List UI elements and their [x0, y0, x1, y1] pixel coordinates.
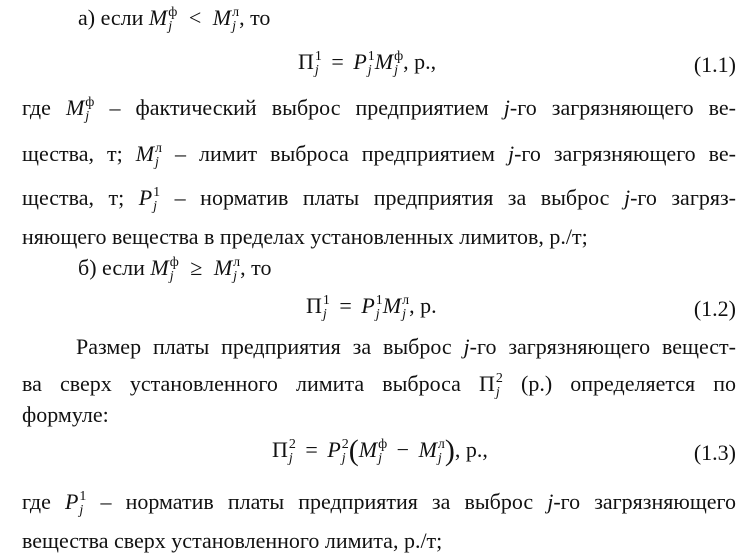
equation-1-3-tail: , р., [454, 437, 488, 462]
condition-b-line [78, 256, 272, 284]
script-l-j: л j [155, 141, 163, 170]
condition-b-prefix: б) если [78, 255, 151, 281]
symbol-Pi: П [298, 49, 314, 75]
text-fragment: – норматив платы предприятия за выброс [174, 185, 624, 211]
script-2-j: 2 j [495, 371, 503, 400]
script-f-j: ф j [394, 49, 404, 78]
text-fragment: щества, т; [22, 141, 136, 167]
symbol-P: P [64, 489, 79, 515]
symbol-Pi: П [272, 437, 288, 462]
where-line-4: няющего вещества в пределах установленных лимитов, р./т; [22, 224, 588, 249]
script-2-j: 2 j [288, 436, 296, 466]
condition-a-suffix: , то [239, 5, 271, 31]
condition-a-prefix: а) если [78, 5, 149, 31]
symbol-M: M [213, 255, 233, 281]
italic-j: j [547, 489, 554, 515]
text-fragment: -го загрязняющего вещест- [469, 334, 736, 359]
operator-lt: < [188, 5, 202, 31]
text-fragment: – норматив платы предприятия за выброс [100, 489, 548, 515]
script-1-j: 1 j [153, 185, 161, 214]
symbol-M: M [65, 95, 85, 121]
symbol-M: M [374, 49, 394, 75]
where-line-1 [22, 96, 736, 124]
script-1-j: 1 j [375, 293, 383, 322]
equation-number-1-1: (1.1) [693, 52, 736, 77]
script-f-j: ф j [169, 255, 179, 284]
size-line-1 [76, 336, 736, 358]
script-2-j: 2 j [341, 436, 349, 466]
script-1-j: 1 j [322, 293, 330, 322]
text-fragment: где [22, 95, 66, 121]
where-line-3 [22, 186, 736, 214]
close-paren: ) [444, 434, 455, 467]
symbol-M: M [382, 293, 402, 319]
text-fragment: -го загрязняющего ве- [509, 95, 736, 121]
condition-b-suffix: , то [240, 255, 272, 281]
text-fragment: – фактический выброс предприятием [109, 95, 504, 121]
italic-j: j [463, 334, 470, 359]
equals-sign: = [305, 437, 318, 462]
symbol-M: M [358, 437, 378, 462]
text-fragment: -го загряз- [630, 185, 736, 211]
equation-1-2 [306, 294, 437, 322]
equation-1-3 [272, 436, 488, 466]
italic-j: j [503, 95, 510, 121]
where-line-2 [22, 142, 736, 170]
equation-number-1-2: (1.2) [693, 296, 736, 321]
equation-number-1-3: (1.3) [693, 440, 736, 465]
script-f-j: ф j [168, 5, 178, 34]
text-fragment: -го загрязняющего ве- [514, 141, 737, 167]
text-fragment: щества, т; [22, 185, 139, 211]
text-fragment: -го загрязняющего [553, 489, 736, 515]
symbol-M: M [212, 5, 232, 31]
where2-line-1 [22, 490, 736, 518]
script-1-j: 1 j [79, 489, 87, 518]
symbol-Pi: П [479, 371, 495, 397]
italic-j: j [507, 141, 515, 167]
script-f-j: ф j [85, 95, 95, 124]
where2-line-2: вещества сверх установленного лимита, р./т; [22, 528, 443, 553]
size-line-2 [22, 372, 736, 400]
symbol-P: P [327, 437, 341, 462]
equation-1-1 [298, 50, 436, 78]
symbol-P: P [138, 185, 153, 211]
italic-j: j [623, 185, 631, 211]
script-1-j: 1 j [314, 49, 322, 78]
text-fragment: Размер платы предприятия за выброс [76, 334, 464, 359]
script-l-j: л j [232, 5, 240, 34]
symbol-M: M [418, 437, 437, 462]
equals-sign: = [331, 49, 344, 75]
condition-a-line [78, 6, 270, 34]
symbol-Pi: П [306, 293, 322, 319]
open-paren: ( [348, 434, 359, 467]
size-line-3: формуле: [22, 402, 109, 427]
symbol-M: M [135, 141, 155, 167]
symbol-P: P [361, 293, 375, 319]
script-l-j: л j [233, 255, 241, 284]
minus-sign: − [396, 437, 410, 462]
equation-1-2-tail: , р. [409, 293, 437, 319]
text-fragment: (р.) определяется по [521, 371, 736, 397]
equals-sign: = [339, 293, 352, 319]
script-l-j: л j [437, 436, 445, 466]
operator-ge: ≥ [190, 255, 203, 281]
equation-1-1-tail: , р., [403, 49, 437, 75]
symbol-M: M [150, 255, 169, 281]
text-fragment: ва сверх установленного лимита выброса [22, 371, 480, 397]
symbol-M: M [148, 5, 168, 31]
script-f-j: ф j [378, 436, 388, 466]
text-fragment: где [22, 489, 65, 515]
script-l-j: л j [402, 293, 410, 322]
text-fragment: – лимит выброса предприятием [175, 141, 508, 167]
script-1-j: 1 j [367, 49, 375, 78]
symbol-P: P [353, 49, 367, 75]
